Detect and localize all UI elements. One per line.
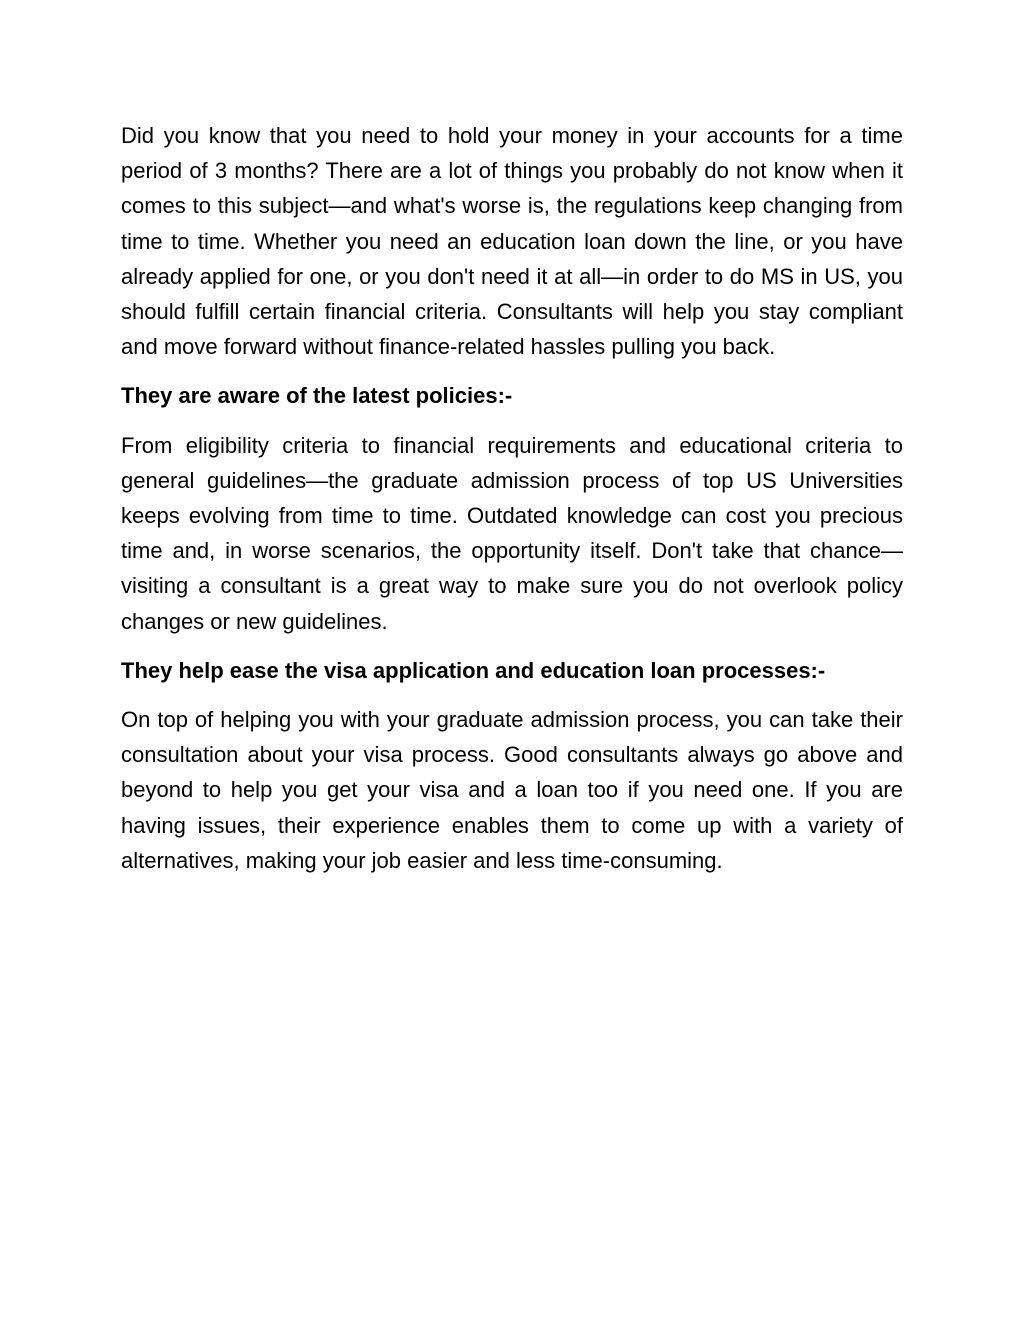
visa-loan-paragraph: On top of helping you with your graduate admission process, you can take their consultation about your visa process. Good consultants always go above and beyond to help you get your visa and a loan too if you need one. If you are having issues, their experience enables them to come up with a variety of alternatives, making your job easier and less time-consuming. xyxy=(121,707,903,873)
policies-paragraph: From eligibility criteria to financial requirements and educational criteria to general guidelines—the graduate admission process of top US Universities keeps evolving from time to time. Outdated knowledge can cost you precious time and, in worse scenarios, the opportunity itself. Don't take that chance—visiting a consultant is a great way to make sure you do not overlook policy changes or new guidelines. xyxy=(121,432,903,634)
document-page xyxy=(121,118,903,892)
intro-paragraph: Did you know that you need to hold your money in your accounts for a time period of 3 months? There are a lot of things you probably do not know when it comes to this subject—and what's worse is, the regulations keep changing from time to time. Whether you need an education loan down the line, or you have already applied for one, or you don't need it at all—in order to do MS in US, you should fulfill certain financial criteria. Consultants will help you stay compliant and move forward without finance-related hassles pulling you back. xyxy=(121,123,903,360)
section-heading-visa-loan: They help ease the visa application and education loan processes:- xyxy=(121,657,826,683)
section-heading-policies: They are aware of the latest policies:- xyxy=(121,383,513,409)
